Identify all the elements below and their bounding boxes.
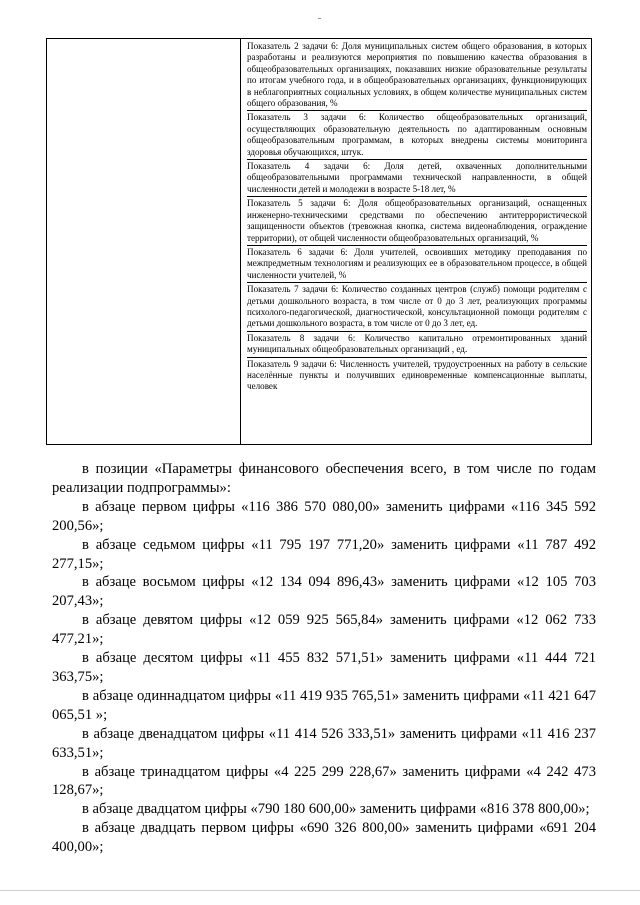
indicator-3: Показатель 3 задачи 6: Количество общеобразовательных организаций, осуществляющих образовательную деятельность по адаптированным основным общеобразовательным программам, в которых внедрены системы мониторинга здоровья обучающихся, штук.	[247, 112, 587, 157]
paragraph-amendment-13: в абзаце тринадцатом цифры «4 225 299 228,67» заменить цифрами «4 242 473 128,67»;	[52, 763, 596, 799]
indicator-8: Показатель 8 задачи 6: Количество капитально отремонтированных зданий муниципальных общеобразовательных организаций , ед.	[247, 332, 587, 355]
paragraph-amendment-21: в абзаце двадцать первом цифры «690 326 800,00» заменить цифрами «691 204 400,00»;	[52, 820, 596, 856]
indicator-4: Показатель 4 задачи 6: Доля детей, охваченных дополнительными общеобразовательными программами технической направленности, в общей численности детей и молодежи в возрасте 5-18 лет, %	[247, 161, 587, 194]
indicator-6: Показатель 6 задачи 6: Доля учителей, освоивших методику преподавания по межпредметным технологиям и реализующих ее в образовательном процессе, в общей численности учителей, %	[247, 246, 587, 280]
indicator-2: Показатель 2 задачи 6: Доля муниципальных систем общего образования, в которых разработаны и реализуются мероприятия по повышению качества образования в общеобразовательных организациях, показавших низкие образовательные результаты по итогам учебного года, и в общеобразовательных организациях, функционирующих в неблагоприятных социальных условиях, в общем количестве муниципальных систем общего образования, %	[247, 41, 587, 109]
indicator-5: Показатель 5 задачи 6: Доля общеобразовательных организаций, оснащенных инженерно-техническими средствами по обеспечению антитеррористической защищенности объектов (тревожная кнопка, система видеонаблюдения, ограждение территории), от общей численности общеобразовательных организаций, %	[247, 198, 587, 243]
amendments-text	[52, 460, 596, 857]
paragraph-amendment-9: в абзаце девятом цифры «12 059 925 565,84» заменить цифрами «12 062 733 477,21»;	[52, 612, 596, 648]
paragraph-amendment-8: в абзаце восьмом цифры «12 134 094 896,43» заменить цифрами «12 105 703 207,43»;	[52, 574, 596, 610]
paragraph-amendment-11: в абзаце одиннадцатом цифры «11 419 935 765,51» заменить цифрами «11 421 647 065,51 »;	[52, 687, 596, 723]
paragraph-amendment-1: в абзаце первом цифры «116 386 570 080,00» заменить цифрами «116 345 592 200,56»;	[52, 498, 596, 534]
paragraph-amendment-10: в абзаце десятом цифры «11 455 832 571,51» заменить цифрами «11 444 721 363,75»;	[52, 650, 596, 685]
table-left-cell	[47, 39, 241, 444]
paragraph-amendment-7: в абзаце седьмом цифры «11 795 197 771,20» заменить цифрами «11 787 492 277,15»;	[52, 536, 596, 572]
indicators-table	[46, 38, 592, 445]
paragraph-amendment-20: в абзаце двадцатом цифры «790 180 600,00» заменить цифрами «816 378 800,00»;	[82, 801, 590, 818]
paragraph-amendment-12: в абзаце двенадцатом цифры «11 414 526 333,51» заменить цифрами «11 416 237 633,51»;	[52, 725, 596, 761]
table-right-cell	[241, 39, 591, 444]
indicator-7: Показатель 7 задачи 6: Количество созданных центров (служб) помощи родителям с детьми дошкольного возраста, в том числе от 0 до 3 лет, реализующих программы психолого-педагогической, диагностической, консультационной помощи родителям с детьми дошкольного возраста, в том числе от 0 до 3 лет, ед.	[247, 284, 587, 329]
paragraph-intro: в позиции «Параметры финансового обеспечения всего, в том числе по годам реализации подпрограммы»:	[52, 461, 596, 496]
page-bottom-rule	[0, 890, 640, 891]
indicator-9: Показатель 9 задачи 6: Численность учителей, трудоустроенных на работу в сельские населённые пункты и получивших единовременные компенсационные выплаты, человек	[247, 358, 587, 392]
page-mark	[318, 18, 321, 19]
